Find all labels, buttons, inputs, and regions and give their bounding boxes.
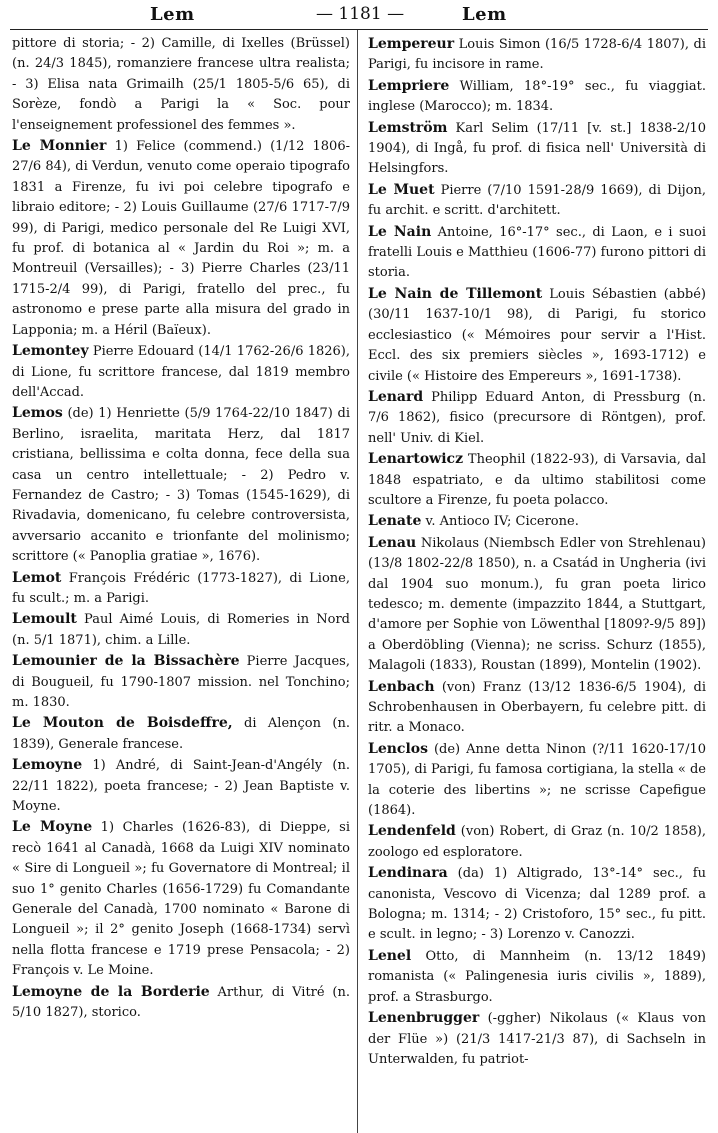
entry-text: Philipp Eduard Anton, di Pressburg (n. 7/6 1862), fisico (precursore di Röntgen), prof. nell' Univ. di Kiel. (368, 389, 706, 446)
entry-headword: Le Monnier (12, 138, 107, 155)
entry-headword: Le Nain (368, 223, 432, 240)
entry-text: 1) Charles (1626-83), di Dieppe, si recò 1641 al Canadà, 1668 da Luigi XIV nominato « Sire di Longueil »; fu Governatore di Montreal; il suo 1° genito Charles (1656-1729) fu Comandante Generale del Canadà, 1700 nominato « Barone di Longueil »; il 2° genito Joseph (1668-1734) servì nella flotta francese e 1719 prese Pensacola; - 2) François v. Le Moine. (12, 820, 350, 979)
entry-headword: Lemoyne (12, 757, 83, 774)
dictionary-entry (12, 34, 350, 136)
entry-headword: Lemot (12, 569, 62, 586)
entry-text: (de) Anne detta Ninon (?/11 1620-17/10 1705), di Parigi, fu famosa cortigiana, la stella « de la coterie des libertins »; ne scrisse Capefigue (1864). (368, 741, 706, 819)
entry-headword: Lemoyne de la Borderie (12, 983, 210, 1000)
entry-text: Theophil (1822-93), di Varsavia, dal 1848 espatriato, e da ultimo stabilitosi come scultore a Firenze, fu poeta polacco. (368, 452, 706, 508)
dictionary-entry (12, 136, 350, 341)
entry-text: Otto, di Mannheim (n. 13/12 1849) romanista (« Palingenesia iuris civilis », 1889), prof. a Strasburgo. (368, 948, 706, 1005)
entry-headword: Lenbach (368, 678, 435, 695)
dictionary-entry (368, 222, 706, 284)
entry-headword: Lenartowicz (368, 451, 464, 468)
entry-text: Pierre (7/10 1591-28/9 1669), di Dijon, fu archit. e scritt. d'architett. (368, 182, 706, 219)
dictionary-entry (368, 387, 706, 449)
dictionary-entry (12, 403, 350, 567)
dictionary-entry (368, 1008, 706, 1070)
entry-text: (de) 1) Henriette (5/9 1764-22/10 1847) di Berlino, israelita, maritata Herz, dal 1817 cristiana, bellissima e colta donna, fece della sua casa un centro intellettuale; - 2) Pedro v. Fernandez de Castro; - 3) Tomas (1545-1629), di Rivadavia, domenicano, fu celebre controversista, avversario accanito e trionfante del molinismo; scrittore (« Panoplia gratiae », 1676). (12, 406, 350, 565)
dictionary-entry (12, 651, 350, 713)
entry-text: Nikolaus (Niembsch Edler von Strehlenau) (13/8 1802-22/8 1850), n. a Csatád in Ungheria (ivi dal 1904 suo monum.), fu gran poeta lirico tedesco; m. demente (impazzito 1844, a Stuttgart, d'amore per Sophie von Löwenthal [1809?-9/5 89]) a Oberdöbling (Vienna); ne scriss. Schurz (1855), Malagoli (1833), Roustan (1899), Montelin (1902). (368, 535, 706, 674)
entry-headword: Lemontey (12, 343, 89, 360)
left-column (12, 34, 350, 1024)
entry-headword: Lemoult (12, 611, 77, 628)
entry-text: Karl Selim (17/11 [v. st.] 1838-2/10 1904), di Ingå, fu prof. di fisica nell' Università di Helsingfors. (368, 120, 706, 177)
dictionary-entry (368, 76, 706, 118)
entry-text: 1) Felice (commend.) (1/12 1806-27/6 84), di Verdun, venuto come operaio tipografo 1831 a Firenze, fu ivi poi celebre tipografo e libraio editore; - 2) Louis Guillaume (27/6 1717-7/9 99), di Parigi, medico personale del Re Luigi XVI, fu prof. di botanica al « Jardin du Roi »; m. a Montreuil (Versailles); - 3) Pierre Charles (23/11 1715-2/4 99), di Parigi, fratello del prec., fu astronomo e prese parte alla misura del grado in Lapponia; m. a Héril (Baïeux). (12, 139, 350, 338)
page-header (0, 0, 718, 30)
dictionary-entry (368, 284, 706, 387)
dictionary-entry (368, 821, 706, 863)
entry-text: Louis Sébastien (abbé) (30/11 1637-10/1 98), di Parigi, fu storico ecclesiastico (« Mémoires pour servir a l'Hist. Eccl. des six premiers siècles », 1693-1712) e civile (« Histoire des Empereurs », 1691-1738). (368, 286, 706, 384)
entry-headword: Lendenfeld (368, 823, 456, 840)
dictionary-entry (368, 449, 706, 511)
column-separator (357, 30, 358, 1133)
entry-text: Arthur, di Vitré (n. 5/10 1827), storico. (12, 984, 350, 1021)
entry-headword: Le Muet (368, 181, 435, 198)
dictionary-entry (368, 118, 706, 180)
entry-headword: Lenau (368, 534, 417, 551)
dictionary-entry (368, 739, 706, 822)
entry-text: pittore di storia; - 2) Camille, di Ixelles (Brüssel) (n. 24/3 1845), romanziere francese ultra realista; - 3) Elisa nata Grimailh (25/1 1805-5/6 65), di Sorèze, fondò a Parigi la « Soc. pour l'enseignement professionel des femmes ». (12, 36, 350, 133)
dictionary-entry (368, 511, 706, 532)
entry-headword: Lempriere (368, 77, 450, 94)
dictionary-entry (12, 817, 350, 981)
entry-text: Paul Aimé Louis, di Romeries in Nord (n. 5/1 1871), chim. a Lille. (12, 612, 350, 648)
dictionary-entry (12, 713, 350, 755)
dictionary-entry (368, 946, 706, 1008)
dictionary-entry (368, 180, 706, 222)
entry-text: di Alençon (n. 1839), Generale francese. (12, 716, 350, 752)
entry-text: (-ggher) Nikolaus (« Klaus von der Flüe ») (21/3 1417-21/3 87), di Sachseln in Unterwalden, fu patriot- (368, 1011, 706, 1067)
entry-headword: Lenate (368, 513, 422, 530)
dictionary-entry (368, 677, 706, 739)
dictionary-entry (12, 609, 350, 651)
running-head-left: Lem (150, 4, 195, 25)
entry-headword: Lendinara (368, 865, 448, 882)
dictionary-entry (12, 341, 350, 403)
header-rule (10, 29, 708, 30)
entry-text: William, 18°-19° sec., fu viaggiat. inglese (Marocco); m. 1834. (368, 78, 706, 115)
entry-text: Antoine, 16°-17° sec., di Laon, e i suoi fratelli Louis e Matthieu (1606-77) furono pittori di storia. (368, 224, 706, 281)
entry-headword: Lenard (368, 388, 424, 405)
entry-headword: Lenclos (368, 740, 428, 757)
entry-text: v. Antioco IV; Cicerone. (425, 514, 579, 530)
entry-text: Louis Simon (16/5 1728-6/4 1807), di Parigi, fu incisore in rame. (368, 37, 707, 73)
dictionary-entry (12, 568, 350, 610)
entry-text: Pierre Edouard (14/1 1762-26/6 1826), di Lione, fu scrittore francese, dal 1819 membro dell'Accad. (12, 344, 350, 400)
dictionary-entry (368, 533, 706, 677)
entry-headword: Lempereur (368, 36, 455, 52)
entry-text: Pierre Jacques, di Bougueil, fu 1790-1807 mission. nel Tonchino; m. 1830. (12, 654, 350, 710)
entry-text: (von) Franz (13/12 1836-6/5 1904), di Schrobenhausen in Oberbayern, fu celebre pitt. di ritr. a Monaco. (368, 679, 706, 736)
entry-headword: Le Moyne (12, 819, 93, 836)
entry-headword: Lenel (368, 947, 412, 964)
entry-headword: Le Mouton de Boisdeffre, (12, 715, 233, 732)
entry-headword: Lenenbrugger (368, 1010, 480, 1027)
entry-text: (von) Robert, di Graz (n. 10/2 1858), zoologo ed esploratore. (368, 824, 706, 860)
entry-text: 1) André, di Saint-Jean-d'Angély (n. 22/11 1822), poeta francese; - 2) Jean Baptiste v. Moyne. (12, 758, 351, 815)
entry-headword: Le Nain de Tillemont (368, 285, 543, 302)
entry-headword: Lemounier de la Bissachère (12, 653, 240, 670)
right-column (368, 34, 706, 1070)
entry-headword: Lemström (368, 119, 448, 136)
entry-text: (da) 1) Altigrado, 13°-14° sec., fu canonista, Vescovo di Vicenza; dal 1289 prof. a Bologna; m. 1314; - 2) Cristoforo, 15° sec., fu pitt. e scult. in legno; - 3) Lorenzo v. Canozzi. (368, 866, 706, 943)
dictionary-entry (368, 863, 706, 946)
entry-text: François Frédéric (1773-1827), di Lione, fu scult.; m. a Parigi. (12, 570, 350, 606)
entry-headword: Lemos (12, 405, 63, 422)
running-head-right: Lem (462, 4, 507, 25)
dictionary-entry (12, 982, 350, 1024)
dictionary-entry (368, 34, 706, 76)
page-number: — 1181 — (316, 4, 405, 24)
dictionary-entry (12, 755, 350, 817)
